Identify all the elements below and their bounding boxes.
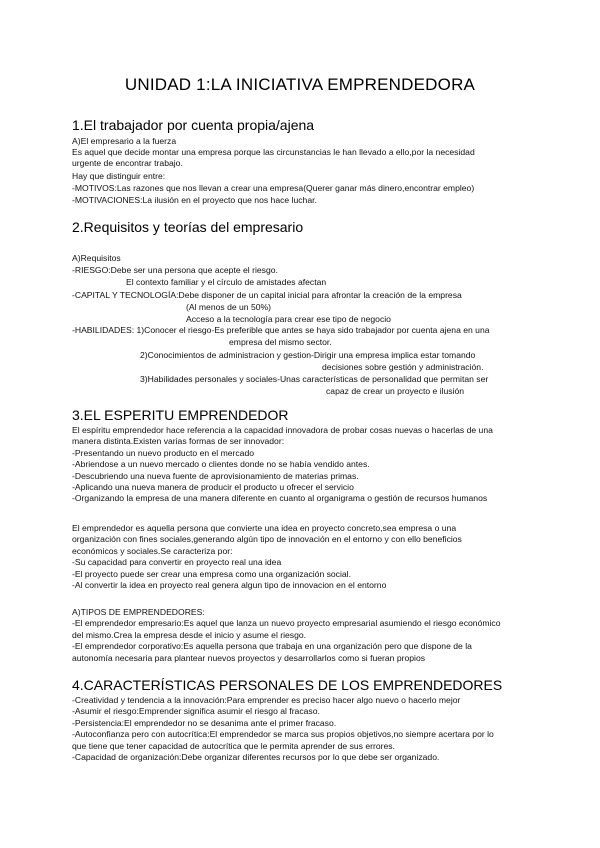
text-line: -MOTIVACIONES:La ilusión en el proyecto que nos hace luchar. (72, 195, 317, 205)
text-line: que tiene que tener capacidad de autocrítica que le permita aprender de sus errores. (72, 740, 395, 751)
text-line: El espíritu emprendedor hace referencia a la capacidad innovadora de probar cosas nuevas o hacerlas de una (72, 425, 493, 435)
text-line: -Descubriendo una nueva fuente de aprovisionamiento de materias primas. (72, 470, 359, 481)
text-line: El emprendedor es aquella persona que convierte una idea en proyecto concreto,sea empresa o una (72, 523, 457, 533)
paragraph-caracteristicas (72, 695, 522, 763)
text-line: económicos y sociales.Se caracteriza por: (72, 545, 233, 556)
section-2-heading: 2.Requisitos y teorías del empresario (72, 219, 304, 235)
text-line: -HABILIDADES: 1)Conocer el riesgo-Es preferible que antes se haya sido trabajador por cuenta ajena en una (72, 325, 490, 335)
text-line: urgente de encontrar trabajo. (72, 158, 183, 168)
text-line: organización con fines sociales,generando algún tipo de innovación en el entorno y con ello beneficios (72, 534, 462, 545)
text-line: manera distinta.Existen varias formas de ser innovador: (72, 436, 285, 447)
text-line: -Al convertir la idea en proyecto real genera algun tipo de innovacion en el entorno (72, 580, 387, 591)
text-line: -Abriendose a un nuevo mercado o clientes donde no se había vendido antes. (72, 459, 370, 470)
paragraph-innovation (72, 425, 522, 505)
text-line: -Presentando un nuevo producto en el mercado (72, 447, 255, 458)
text-line: A)TIPOS DE EMPRENDEDORES: (72, 607, 205, 617)
text-line: A)El empresario a la fuerza (72, 136, 177, 146)
text-line: 2)Conocimientos de administracion y gestion-Dirigir una empresa implica estar tomando (140, 350, 476, 360)
text-line: -CAPITAL Y TECNOLOGÍA:Debe disponer de un capital inicial para afrontar la creación de la empresa (72, 290, 462, 300)
text-line: -Aplicando una nueva manera de producir el producto u ofrecer el servicio (72, 482, 354, 493)
text-line: decisiones sobre gestión y administración. (322, 362, 484, 372)
text-line: autonomía necesaria para plantear nuevos proyectos y desarrollarlos como si fueran propios (72, 652, 426, 663)
text-line: -Persistencia:El emprendedor no se desanima ante el primer fracaso. (72, 717, 337, 728)
text-line: -El emprendedor corporativo:Es aquella persona que trabaja en una organización pero que dispone de la (72, 641, 472, 652)
text-line: Hay que distinguir entre: (72, 171, 166, 181)
text-line: A)Requisitos (72, 253, 121, 263)
paragraph-emprendedor (72, 523, 522, 591)
text-line: -El emprendedor empresario:Es aquel que lanza un nuevo proyecto empresarial asumiendo el riesgo económico (72, 618, 501, 629)
section-3-heading: 3.EL ESPERITU EMPRENDEDOR (72, 407, 289, 423)
text-line: -RIESGO:Debe ser una persona que acepte el riesgo. (72, 265, 278, 275)
text-line: (Al menos de un 50%) (186, 302, 272, 312)
text-line: 3)Habilidades personales y sociales-Unas características de personalidad que permitan ser (140, 374, 489, 384)
text-line: empresa del mismo sector. (229, 337, 332, 347)
text-line: Es aquel que decide montar una empresa porque las circunstancias le han llevado a ello,por la necesidad (72, 147, 475, 157)
page-title: UNIDAD 1:LA INICIATIVA EMPRENDEDORA (124, 75, 476, 94)
section-1-heading: 1.El trabajador por cuenta propia/ajena (72, 117, 315, 133)
text-line: El contexto familiar y el círculo de amistades afectan (126, 277, 327, 287)
text-line: Acceso a la tecnología para crear ese tipo de negocio (186, 314, 391, 324)
text-line: -MOTIVOS:Las razones que nos llevan a crear una empresa(Querer ganar más dinero,encontrar empleo) (72, 183, 475, 193)
text-line: -Su capacidad para convertir en proyecto real una idea (72, 557, 282, 568)
text-line: -Autoconfianza pero con autocrítica:El emprendedor se marca sus propios objetivos,no siempre acertara por lo (72, 729, 494, 740)
text-line: -Asumir el riesgo:Emprender significa asumir el riesgo al fracaso. (72, 706, 320, 717)
text-line: -Capacidad de organización:Debe organizar diferentes recursos por lo que debe ser organizado. (72, 752, 440, 763)
text-line: capaz de crear un proyecto e ilusión (326, 386, 465, 396)
paragraph-tipos (72, 607, 522, 664)
section-4-heading: 4.CARACTERÍSTICAS PERSONALES DE LOS EMPRENDEDORES (72, 677, 503, 693)
text-line: -El proyecto puede ser crear una empresa como una organización social. (72, 568, 351, 579)
text-line: del mismo.Crea la empresa desde el inicio y asume el riesgo. (72, 629, 307, 640)
text-line: -Organizando la empresa de una manera diferente en cuanto al organigrama o gestión de recursos humanos (72, 493, 488, 504)
text-line: -Creatividad y tendencia a la innovación:Para emprender es preciso hacer algo nuevo o hacerlo mejor (72, 695, 461, 705)
